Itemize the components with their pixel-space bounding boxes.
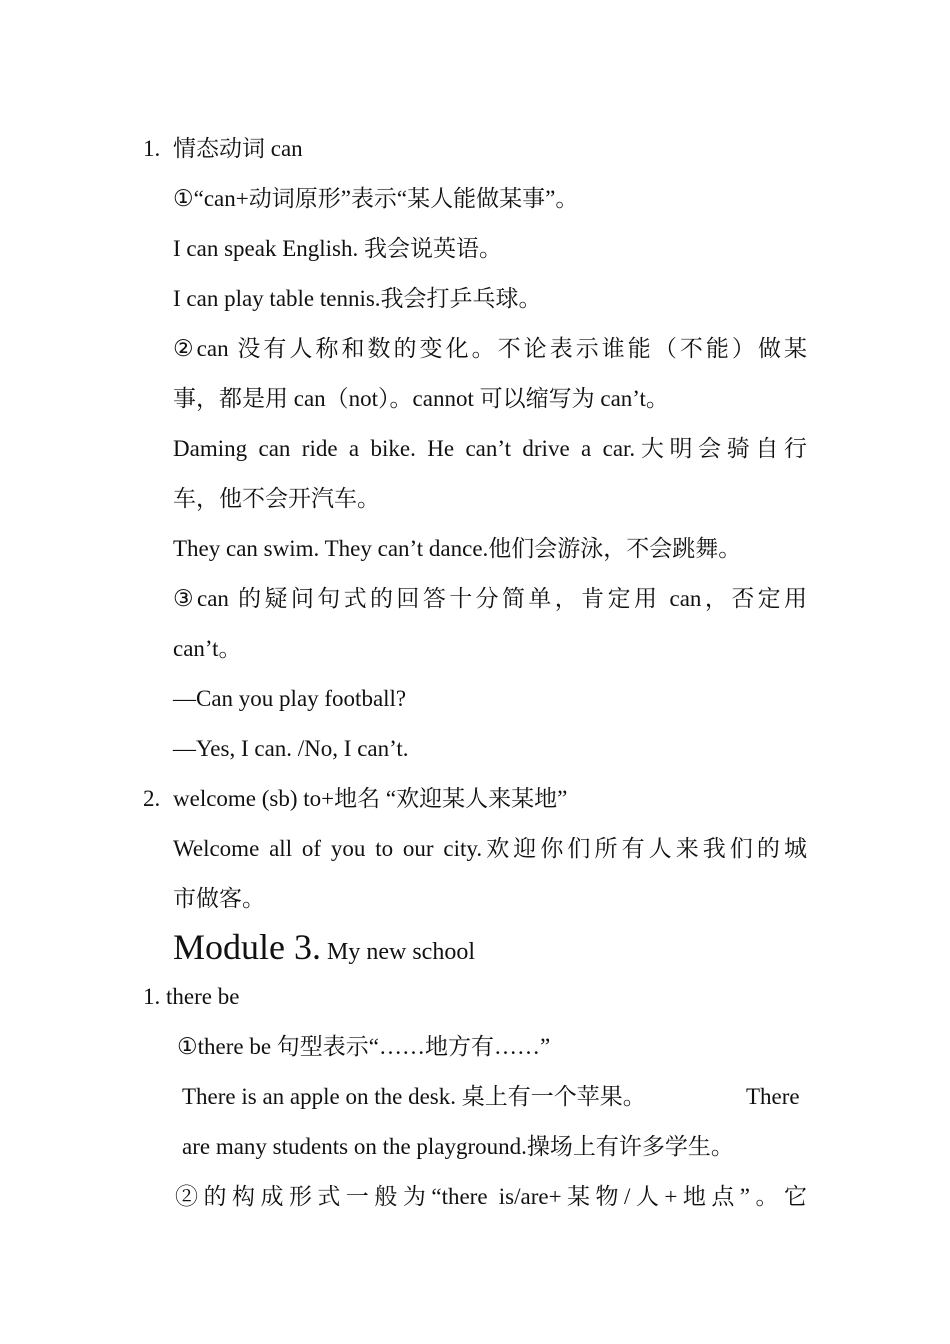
section-title: 情态动词 can [173,136,303,161]
text-line: 事，都是用 can（not）。cannot 可以缩写为 can’t。 [173,386,669,411]
module-title: My new school [321,939,475,965]
section-title: 1. there be [143,984,240,1009]
dialogue-line: —Yes, I can. /No, I can’t. [173,736,409,761]
text-line: ①there be 句型表示“……地方有……” [177,1034,551,1059]
example-line: They can swim. They can’t dance.他们会游泳，不会跳舞。 [173,536,742,561]
example-line: 车，他不会开汽车。 [173,486,380,511]
section-number: 2. [143,786,161,811]
example-line: are many students on the playground.操场上有许多学生。 [182,1134,734,1159]
text-line: ①“can+动词原形”表示“某人能做某事”。 [173,186,579,211]
text-line: ②can 没有人称和数的变化。不论表示谁能（不能）做某 [173,336,807,361]
example-line: Welcome all of you to our city.欢迎你们所有人来我们的城 [173,836,807,861]
module-number: Module 3. [173,927,321,967]
example-line: 市做客。 [173,886,265,911]
example-line: I can play table tennis.我会打乒乓球。 [173,286,542,311]
example-line: There is an apple on the desk. 桌上有一个苹果。 [182,1084,646,1109]
example-line: I can speak English. 我会说英语。 [173,236,502,261]
text-line: ③can 的疑问句式的回答十分简单，肯定用 can，否定用 [173,586,807,611]
text-line: can’t。 [173,636,242,661]
example-line: Daming can ride a bike. He can’t drive a car.大明会骑自行 [173,436,807,461]
section-title: welcome (sb) to+地名 “欢迎某人来某地” [173,786,568,811]
dialogue-line: —Can you play football? [173,686,407,711]
example-line-continued: There [746,1084,800,1109]
section-number: 1. [143,136,161,161]
text-line: ②的构成形式一般为“there is/are+某物/人+地点”。它 [175,1184,807,1209]
module-heading [173,927,475,972]
